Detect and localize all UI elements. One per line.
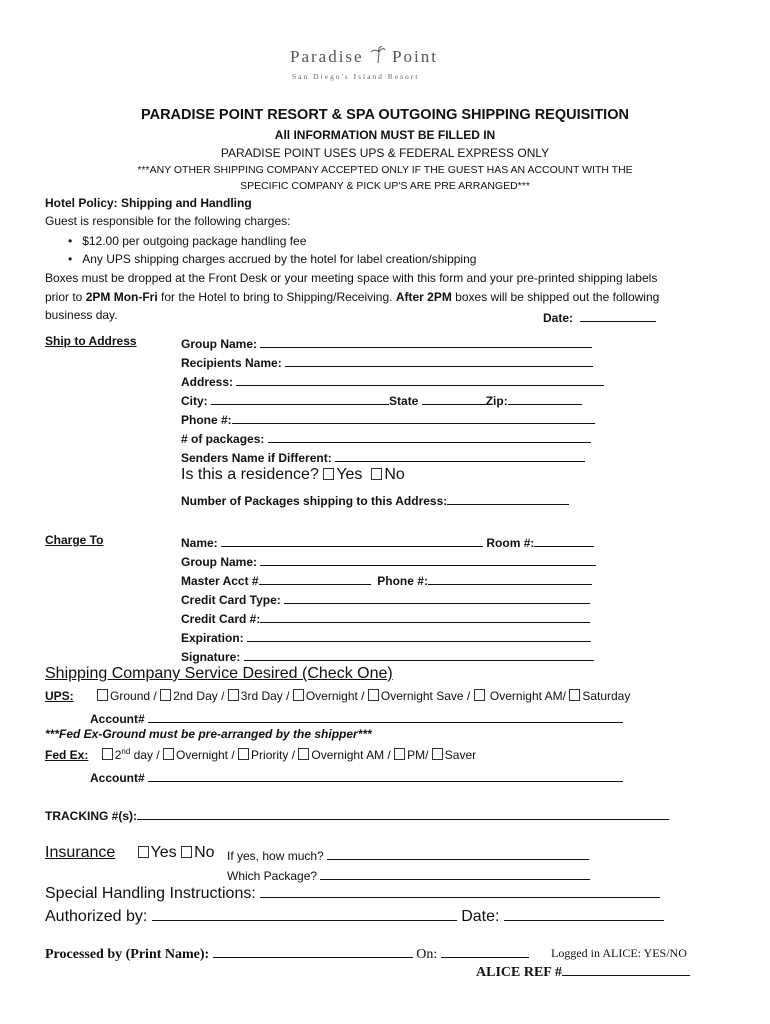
option-label: Saver — [444, 748, 477, 762]
ship-address-field[interactable] — [181, 372, 604, 389]
ups-options — [45, 689, 630, 703]
label: Yes — [336, 466, 363, 483]
room-line[interactable] — [534, 533, 594, 547]
fedex-priority-checkbox[interactable] — [238, 748, 249, 760]
label: ALICE REF # — [476, 965, 562, 980]
ups-overnight-am-checkbox[interactable] — [474, 689, 485, 701]
state-line[interactable] — [422, 391, 486, 405]
input-line[interactable] — [232, 410, 595, 424]
date-field[interactable] — [543, 308, 656, 325]
date-label: Date: — [543, 311, 574, 325]
input-line[interactable] — [244, 647, 594, 661]
label: Signature: — [181, 650, 241, 664]
label: TRACKING #(s): — [45, 809, 137, 823]
input-line[interactable] — [260, 609, 590, 623]
label: Is this a residence? — [181, 466, 319, 483]
policy-para-2 — [45, 290, 659, 304]
option-label: Overnight AM / — [311, 748, 391, 762]
ship-packages-field[interactable] — [181, 429, 591, 446]
label: Master Acct # — [181, 574, 259, 588]
insurance-no-checkbox[interactable] — [181, 846, 192, 858]
insurance-package-field[interactable] — [227, 866, 590, 883]
input-line[interactable] — [247, 628, 591, 642]
ship-city-state-zip[interactable] — [181, 391, 582, 408]
label: # of packages: — [181, 432, 265, 446]
option-label: day / — [130, 748, 160, 762]
ship-group-name-field[interactable] — [181, 334, 592, 351]
label: State — [389, 394, 419, 408]
charge-expiration-field[interactable] — [181, 628, 591, 645]
fedex-label: Fed Ex: — [45, 748, 89, 762]
option-label: Saturday — [582, 689, 631, 703]
label: City: — [181, 394, 208, 408]
ups-label: UPS: — [45, 689, 74, 703]
input-line[interactable] — [268, 429, 591, 443]
fedex-pm-checkbox[interactable] — [394, 748, 405, 760]
option-label: Priority / — [251, 748, 296, 762]
insurance-amount-field[interactable] — [227, 846, 589, 863]
label: Account# — [90, 771, 145, 785]
subtitle-fill-all: All INFORMATION MUST BE FILLED IN — [274, 128, 496, 142]
logo-subtitle: San Diego's Island Resort — [292, 72, 420, 81]
label: Phone #: — [181, 413, 232, 427]
label: Authorized by: — [45, 908, 148, 925]
policy-heading: Hotel Policy: Shipping and Handling — [45, 196, 252, 210]
input-line[interactable] — [335, 448, 585, 462]
ship-recipients-field[interactable] — [181, 353, 593, 370]
label: Credit Card Type: — [181, 593, 281, 607]
text-bold: 2PM Mon-Fri — [85, 290, 158, 304]
label: Room #: — [486, 536, 535, 550]
input-line[interactable] — [447, 491, 569, 505]
label: Date: — [461, 908, 500, 925]
option-label: Overnight / — [175, 748, 235, 762]
fedex-account-field[interactable] — [90, 768, 623, 785]
charge-master-phone[interactable] — [181, 571, 592, 588]
special-handling-field[interactable] — [45, 884, 660, 903]
input-line[interactable] — [562, 962, 690, 976]
service-heading: Shipping Company Service Desired (Check One) — [45, 665, 393, 682]
fedex-overnight-am-checkbox[interactable] — [298, 748, 309, 760]
label: Recipients Name: — [181, 356, 282, 370]
option-label: PM/ — [407, 748, 429, 762]
label: Special Handling Instructions: — [45, 885, 256, 902]
label: Zip: — [485, 394, 508, 408]
ship-phone-field[interactable] — [181, 410, 595, 427]
text: boxes will be shipped out the following — [451, 290, 660, 304]
input-line[interactable] — [148, 768, 623, 782]
option-label: 2 — [114, 748, 122, 762]
subtitle-other-carrier: ***ANY OTHER SHIPPING COMPANY ACCEPTED ONLY IF THE GUEST HAS AN ACCOUNT WITH THE — [137, 164, 633, 176]
label: Group Name: — [181, 555, 258, 569]
option-label: 2nd Day / — [173, 689, 225, 703]
logo-right-text: Point — [392, 47, 438, 66]
policy-para-3: business day. — [45, 308, 118, 322]
policy-bullet-ups: • Any UPS shipping charges accrued by the hotel for label creation/shipping — [68, 252, 477, 266]
ups-2nd-day-checkbox[interactable] — [160, 689, 171, 701]
input-line[interactable] — [260, 552, 596, 566]
alice-logged: Logged in ALICE: YES/NO — [551, 946, 687, 960]
option-label: 3rd Day / — [240, 689, 290, 703]
charge-group-name-field[interactable] — [181, 552, 596, 569]
label: Number of Packages shipping to this Address: — [181, 494, 448, 508]
charge-name-room[interactable] — [181, 533, 594, 550]
logo — [290, 46, 438, 67]
option-label: Ground / — [110, 689, 157, 703]
insurance-row — [45, 844, 215, 862]
label: Account# — [90, 712, 145, 726]
input-line[interactable] — [137, 806, 669, 820]
input-line[interactable] — [320, 866, 590, 880]
alice-ref-field[interactable] — [476, 962, 690, 981]
label: Name: — [181, 536, 218, 550]
text: for the Hotel to bring to Shipping/Receiving. — [157, 290, 396, 304]
option-label: Overnight Save / — [380, 689, 471, 703]
label: Group Name: — [181, 337, 258, 351]
fedex-2nd-day-checkbox[interactable] — [102, 748, 113, 760]
zip-line[interactable] — [508, 391, 582, 405]
tracking-field[interactable] — [45, 806, 669, 823]
date-line[interactable] — [580, 308, 656, 322]
ups-3rd-day-checkbox[interactable] — [228, 689, 239, 701]
fedex-ground-note: ***Fed Ex-Ground must be pre-arranged by the shipper*** — [45, 727, 372, 741]
insurance-yes-checkbox[interactable] — [138, 846, 149, 858]
charge-cc-type-field[interactable] — [181, 590, 590, 607]
input-line[interactable] — [327, 846, 589, 860]
date-line[interactable] — [504, 907, 664, 921]
fedex-overnight-checkbox[interactable] — [163, 748, 174, 760]
subtitle-carriers: PARADISE POINT USES UPS & FEDERAL EXPRESS ONLY — [220, 146, 550, 160]
page-title: PARADISE POINT RESORT & SPA OUTGOING SHIPPING REQUISITION — [141, 107, 629, 123]
label: Which Package? — [227, 869, 318, 883]
ship-senders-field[interactable] — [181, 448, 585, 465]
num-packages-field[interactable] — [181, 491, 569, 508]
charge-to-heading: Charge To — [45, 533, 104, 547]
label: Yes — [150, 844, 177, 861]
input-line[interactable] — [285, 353, 593, 367]
charge-signature-field[interactable] — [181, 647, 594, 664]
authorized-line[interactable] — [152, 907, 457, 921]
ups-overnight-checkbox[interactable] — [293, 689, 304, 701]
text: prior to — [45, 290, 86, 304]
logo-left-text: Paradise — [290, 47, 364, 66]
ship-to-heading: Ship to Address — [45, 334, 137, 348]
option-label: Overnight AM/ — [486, 689, 566, 703]
fedex-options — [45, 747, 476, 762]
master-line[interactable] — [259, 571, 371, 585]
processed-line[interactable] — [213, 944, 413, 958]
label: Processed by (Print Name): — [45, 947, 210, 962]
label: Senders Name if Different: — [181, 451, 332, 465]
input-line[interactable] — [284, 590, 590, 604]
city-line[interactable] — [211, 391, 389, 405]
input-line[interactable] — [236, 372, 604, 386]
label: Expiration: — [181, 631, 244, 645]
ups-account-field[interactable] — [90, 709, 623, 726]
text-bold: After 2PM — [395, 290, 452, 304]
label: No — [384, 466, 405, 483]
on-line[interactable] — [441, 944, 529, 958]
insurance-label: Insurance — [45, 844, 116, 861]
residence-no-checkbox[interactable] — [371, 468, 382, 480]
label: Phone #: — [377, 574, 428, 588]
residence-yes-checkbox[interactable] — [323, 468, 334, 480]
palm-icon — [370, 46, 386, 64]
policy-bullet-fee: • $12.00 per outgoing package handling fee — [68, 234, 307, 248]
residence-question — [181, 466, 405, 484]
policy-para-1: Boxes must be dropped at the Front Desk or your meeting space with this form and your pre-printed shipping labels — [45, 271, 658, 285]
superscript: nd — [121, 747, 131, 756]
input-line[interactable] — [148, 709, 623, 723]
option-label: Overnight / — [305, 689, 365, 703]
charge-cc-number-field[interactable] — [181, 609, 590, 626]
processed-row[interactable] — [45, 944, 529, 963]
ups-overnight-save-checkbox[interactable] — [368, 689, 379, 701]
policy-intro: Guest is responsible for the following charges: — [45, 214, 291, 228]
phone-line[interactable] — [428, 571, 592, 585]
fedex-saver-checkbox[interactable] — [432, 748, 443, 760]
label: On: — [416, 947, 438, 962]
subtitle-pickup: SPECIFIC COMPANY & PICK UP'S ARE PRE ARRANGED*** — [240, 180, 530, 192]
ups-ground-checkbox[interactable] — [97, 689, 108, 701]
label: If yes, how much? — [227, 849, 324, 863]
input-line[interactable] — [260, 334, 592, 348]
bullet-text: Any UPS shipping charges accrued by the hotel for label creation/shipping — [82, 252, 477, 266]
label: No — [194, 844, 215, 861]
label: Credit Card #: — [181, 612, 261, 626]
ups-saturday-checkbox[interactable] — [569, 689, 580, 701]
name-line[interactable] — [221, 533, 483, 547]
input-line[interactable] — [260, 884, 660, 898]
authorized-row[interactable] — [45, 907, 664, 926]
label: Address: — [181, 375, 234, 389]
bullet-text: $12.00 per outgoing package handling fee — [82, 234, 307, 248]
